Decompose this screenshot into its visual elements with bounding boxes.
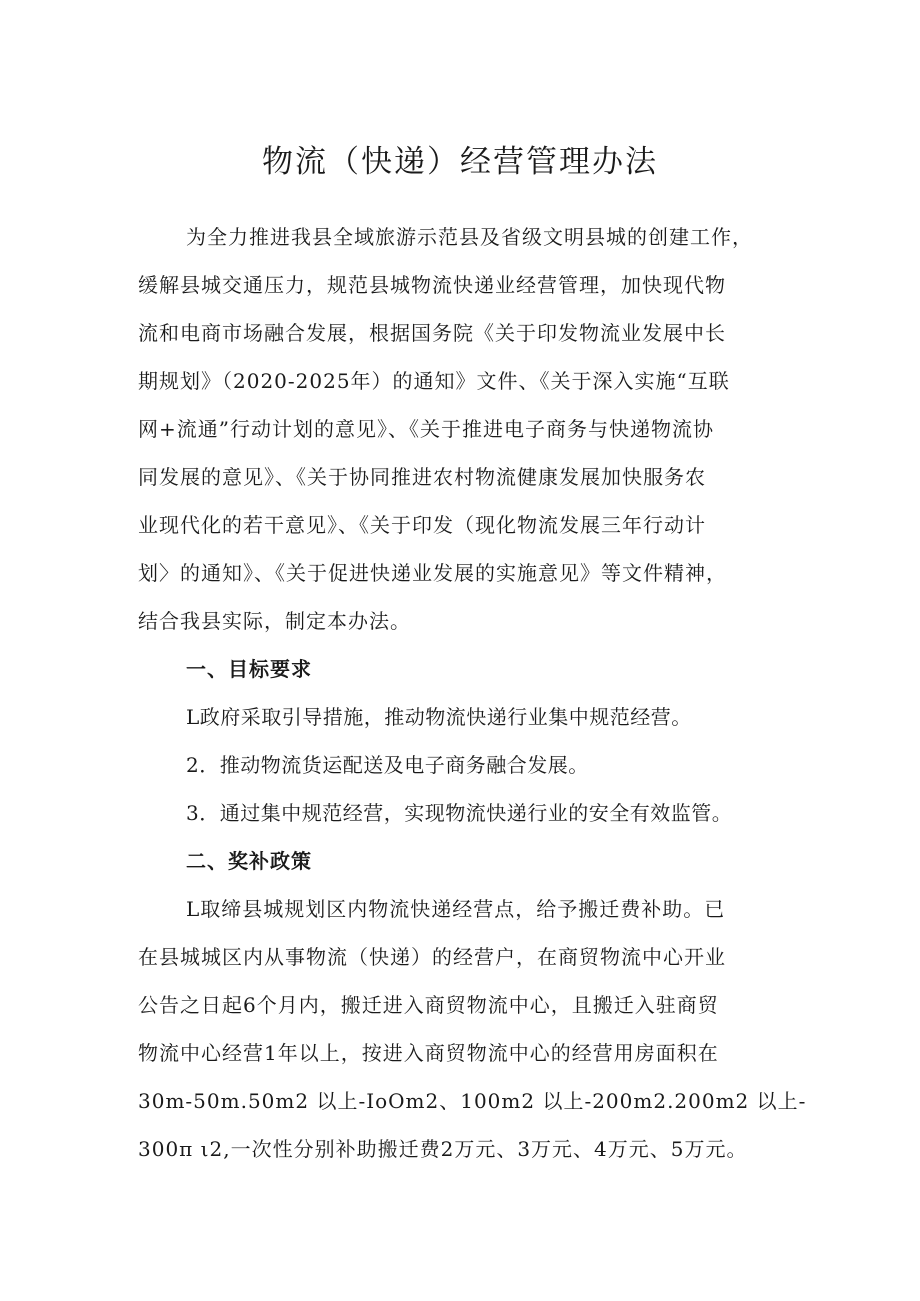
intro-line: 网+流通”行动计划的意见》、《关于推进电子商务与快递物流协 (138, 417, 714, 441)
intro-line: 期规划》（2020-2025年）的通知》文件、《关于深入实施“互联 (138, 369, 730, 393)
goal-item: 2．推动物流货运配送及电子商务融合发展。 (186, 753, 589, 777)
subsidy-line: 物流中心经营1年以上，按进入商贸物流中心的经营用房面积在 (138, 1041, 719, 1065)
section-heading-goals: 一、目标要求 (186, 657, 312, 681)
subsidy-line: 公告之日起6个月内，搬迁进入商贸物流中心，且搬迁入驻商贸 (138, 993, 719, 1017)
subsidy-line: 在县城城区内从事物流（快递）的经营户，在商贸物流中心开业 (138, 945, 726, 969)
section-heading-subsidy: 二、奖补政策 (186, 849, 312, 873)
goal-item: L政府采取引导措施，推动物流快递行业集中规范经营。 (186, 705, 692, 729)
intro-line: 缓解县城交通压力，规范县城物流快递业经营管理，加快现代物 (138, 273, 726, 297)
goal-item: 3．通过集中规范经营，实现物流快递行业的安全有效监管。 (186, 801, 733, 825)
document-title: 物流（快递）经营管理办法 (262, 144, 658, 180)
intro-paragraph (138, 213, 810, 645)
intro-line: 为全力推进我县全域旅游示范县及省级文明县城的创建工作， (186, 225, 753, 249)
intro-line: 同发展的意见》、《关于协同推进农村物流健康发展加快服务农 (138, 465, 706, 489)
goals-list (138, 693, 810, 837)
document-body (138, 213, 810, 1173)
subsidy-line: L取缔县城规划区内物流快递经营点，给予搬迁费补助。已 (186, 897, 726, 921)
intro-line: 划〉的通知》、《关于促进快递业发展的实施意见》等文件精神， (138, 561, 727, 585)
intro-line: 结合我县实际，制定本办法。 (138, 609, 411, 633)
subsidy-line: 300π ι2,一次性分别补助搬迁费2万元、3万元、4万元、5万元。 (138, 1137, 748, 1161)
intro-line: 业现代化的若干意见》、《关于印发（现化物流发展三年行动计 (138, 513, 706, 537)
subsidy-line: 30m-50m.50m2 以上-IoOm2、100m2 以上-200m2.200m2 以上- (138, 1089, 807, 1113)
intro-line: 流和电商市场融合发展，根据国务院《关于印发物流业发展中长 (138, 321, 726, 345)
subsidy-paragraph (138, 885, 810, 1173)
